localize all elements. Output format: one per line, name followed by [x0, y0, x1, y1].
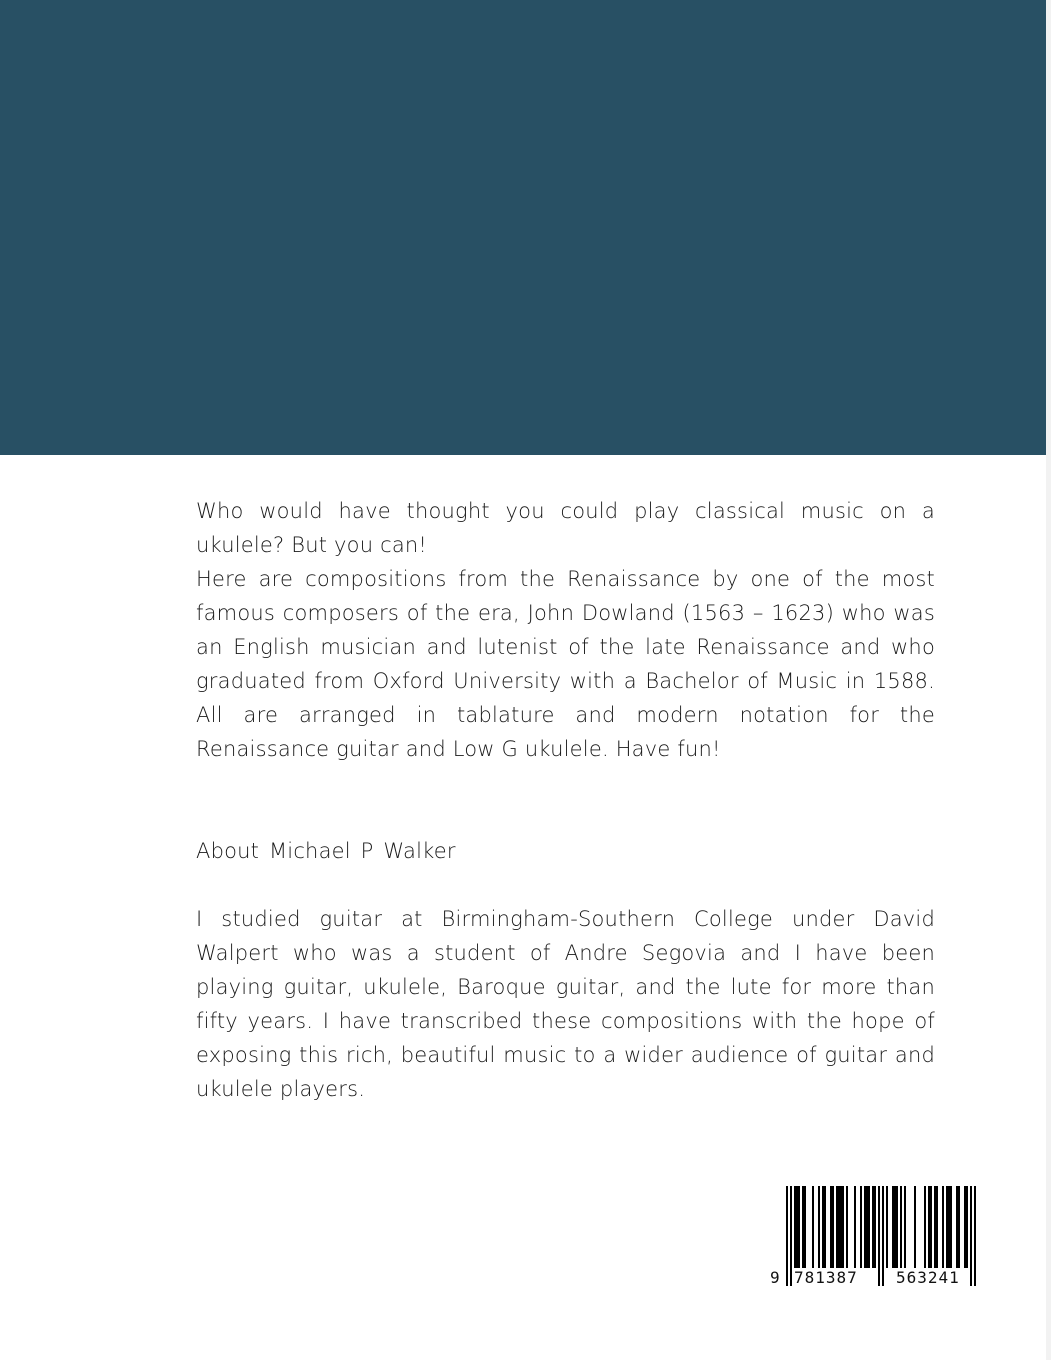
- barcode-bar: [930, 1186, 932, 1268]
- barcode-bar: [924, 1186, 926, 1268]
- barcode-bar: [970, 1186, 972, 1286]
- barcode-bar: [886, 1186, 888, 1268]
- barcode-bar: [818, 1186, 820, 1268]
- barcode-bar: [946, 1186, 948, 1268]
- barcode-bar: [838, 1186, 840, 1268]
- barcode-bar: [824, 1186, 826, 1268]
- isbn-barcode: [770, 1186, 982, 1290]
- barcode-bar: [846, 1186, 848, 1268]
- barcode-bar: [832, 1186, 834, 1268]
- blurb-paragraph-2: Here are compositions from the Renaissance by one of the most famous composers of the era, John Dowland (1563 – 1623) who was an English musician and lutenist of the late Renaissance and who graduated from Oxford University with a Bachelor of Music in 1588. All are arranged in tablature and modern notation for the Renaissance guitar and Low G ukulele. Have fun!: [196, 567, 935, 761]
- barcode-bar: [830, 1186, 832, 1268]
- about-paragraph: I studied guitar at Birmingham-Southern College under David Walpert who was a student of Andre Segovia and I have been playing guitar, ukulele, Baroque guitar, and the lute for more than fifty years. I have transcribed these compositions with the hope of exposing this rich, beautiful music to a wider audience of guitar and ukulele players.: [196, 907, 935, 1101]
- barcode-bar: [796, 1186, 798, 1268]
- barcode-bar: [958, 1186, 960, 1268]
- barcode-bar: [866, 1186, 868, 1268]
- barcode-bar: [966, 1186, 968, 1268]
- barcode-bar: [804, 1186, 806, 1268]
- barcode-bar: [864, 1186, 866, 1268]
- barcode-bar: [860, 1186, 862, 1268]
- spacer: [196, 766, 935, 834]
- barcode-bar: [786, 1186, 788, 1286]
- barcode-bar: [802, 1186, 804, 1268]
- barcode-left-digits: 781387: [794, 1268, 858, 1287]
- barcode-bar: [868, 1186, 870, 1268]
- back-cover-text: [196, 494, 935, 1106]
- barcode-bar: [936, 1186, 938, 1268]
- barcode-bar: [948, 1186, 950, 1268]
- barcode-bar: [794, 1186, 796, 1268]
- barcode-bar: [914, 1186, 916, 1268]
- barcode-bar: [934, 1186, 936, 1268]
- barcode-bar: [956, 1186, 958, 1268]
- barcode-bar: [874, 1186, 876, 1268]
- barcode-bar: [836, 1186, 838, 1268]
- barcode-bar: [854, 1186, 856, 1268]
- barcode-bar: [900, 1186, 902, 1268]
- barcode-bar: [822, 1186, 824, 1268]
- barcode-bar: [894, 1186, 896, 1268]
- barcode-first-digit: 9: [770, 1268, 781, 1287]
- barcode-bar: [872, 1186, 874, 1268]
- barcode-bar: [878, 1186, 880, 1286]
- barcode-bar: [928, 1186, 930, 1268]
- barcode-bar: [842, 1186, 844, 1268]
- barcode-bar: [798, 1186, 800, 1268]
- barcode-bar: [974, 1186, 976, 1286]
- barcode-bar: [882, 1186, 884, 1286]
- barcode-bar: [950, 1186, 952, 1268]
- barcode-bar: [790, 1186, 792, 1286]
- spacer: [196, 868, 935, 902]
- cover-color-band: [0, 0, 1046, 455]
- barcode-bar: [892, 1186, 894, 1268]
- page-edge: [1046, 0, 1051, 1360]
- barcode-bar: [942, 1186, 944, 1268]
- about-heading: About Michael P Walker: [196, 839, 456, 863]
- barcode-right-digits: 563241: [896, 1268, 960, 1287]
- barcode-bar: [904, 1186, 906, 1268]
- barcode-bar: [840, 1186, 842, 1268]
- barcode-bar: [964, 1186, 966, 1268]
- barcode-bar: [812, 1186, 814, 1268]
- barcode-bar: [896, 1186, 898, 1268]
- blurb-paragraph-1: Who would have thought you could play classical music on a ukulele? But you can!: [196, 499, 935, 557]
